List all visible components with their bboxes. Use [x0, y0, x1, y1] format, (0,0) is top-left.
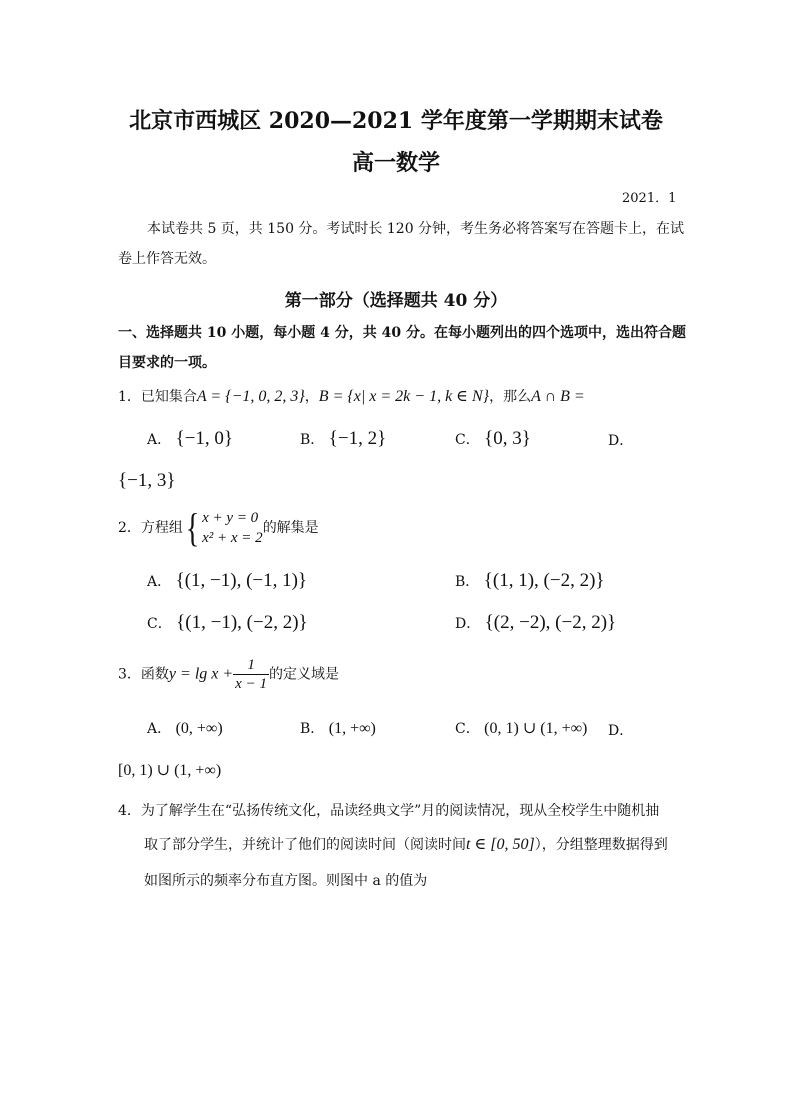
question-number: 2．	[118, 520, 141, 536]
q1-option-b: B． {−1, 2}	[300, 428, 387, 449]
time-range: t ∈ [0, 50]	[466, 836, 535, 853]
equation-2: x² + x = 2	[202, 530, 263, 546]
set-b: B = {x| x = 2k − 1, k ∈ N}	[318, 388, 490, 405]
fraction-denominator: x − 1	[235, 676, 267, 692]
separator: ，	[304, 389, 319, 405]
exam-title: 北京市西城区 2020—2021 学年度第一学期期末试卷	[129, 108, 663, 134]
question-number: 3．	[118, 666, 141, 683]
equation-1: x + y = 0	[202, 510, 259, 526]
q3-option-a: A． (0, +∞)	[147, 720, 223, 737]
question-prefix: 已知集合	[140, 389, 197, 405]
q3-option-c: C． (0, 1) ∪ (1, +∞)	[455, 720, 588, 737]
exam-date: 2021．1	[622, 191, 677, 206]
subject-title: 高一数学	[351, 150, 440, 176]
intro-line-1: 本试卷共 5 页，共 150 分。考试时长 120 分钟，考生务必将答案写在答题卡上，在试	[147, 221, 685, 237]
question-3	[118, 656, 339, 693]
question-4	[118, 800, 659, 820]
system-brace: {	[185, 505, 200, 550]
question-ask: A ∩ B =	[531, 388, 585, 405]
fraction	[233, 656, 269, 693]
q2-option-d: D． {(2, −2), (−2, 2)}	[455, 612, 617, 633]
question-suffix: ，那么	[489, 389, 532, 405]
question-prefix: 方程组	[140, 520, 183, 536]
set-a: A = {−1, 0, 2, 3}	[196, 388, 305, 405]
q1-option-d-label: D．	[608, 433, 634, 449]
question-number: 4．	[118, 803, 141, 819]
question-4-line-3: 如图所示的频率分布直方图。则图中 a 的值为	[144, 873, 428, 889]
q2-option-a: A． {(1, −1), (−1, 1)}	[147, 570, 308, 591]
q3-option-d-label: D．	[608, 723, 634, 739]
question-suffix: 的定义域是	[268, 666, 339, 683]
q3-option-b: B． (1, +∞)	[300, 720, 376, 737]
question-prefix: 函数	[140, 666, 169, 683]
q3-option-d-value: [0, 1) ∪ (1, +∞)	[118, 762, 222, 779]
question-line-1: 为了解学生在“弘扬传统文化，品读经典文学”月的阅读情况，现从全校学生中随机抽	[140, 803, 660, 819]
part-heading: 第一部分（选择题共 40 分）	[284, 291, 508, 311]
q1-option-c: C． {0, 3}	[455, 428, 531, 449]
instruction-line-1: 一、选择题共 10 小题，每小题 4 分，共 40 分。在每小题列出的四个选项中，选出符合题	[118, 325, 686, 341]
fraction-numerator: 1	[233, 656, 269, 675]
function-expr: y = lg x +	[168, 665, 234, 683]
question-1	[118, 386, 585, 406]
intro-line-2: 卷上作答无效。	[118, 251, 216, 267]
question-4-line-2: 取了部分学生，并统计了他们的阅读时间（阅读时间t ∈ [0, 50]），分组整理数据得到	[144, 836, 668, 853]
question-suffix: 的解集是	[262, 520, 319, 536]
question-2	[118, 505, 319, 550]
question-number: 1．	[118, 389, 141, 405]
instruction-line-2: 目要求的一项。	[118, 355, 216, 371]
q1-option-a: A． {−1, 0}	[147, 428, 234, 449]
q2-option-b: B． {(1, 1), (−2, 2)}	[455, 570, 605, 591]
q1-option-d-value: {−1, 3}	[118, 470, 176, 491]
equation-system	[202, 508, 263, 548]
q2-option-c: C． {(1, −1), (−2, 2)}	[147, 612, 308, 633]
